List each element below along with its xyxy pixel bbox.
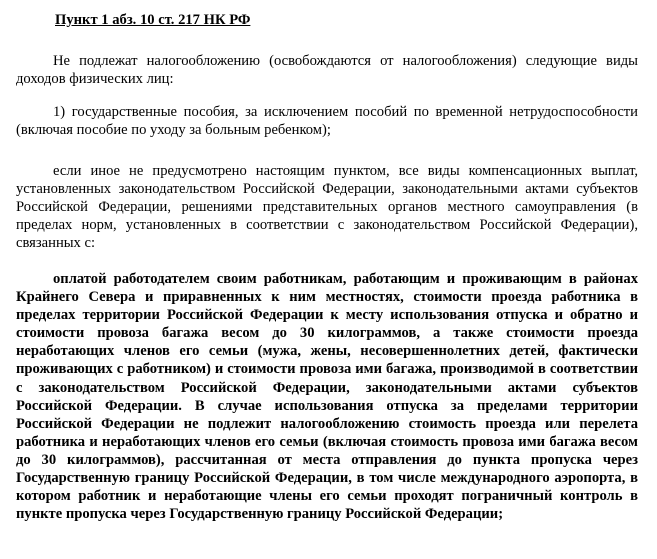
document-title: Пункт 1 абз. 10 ст. 217 НК РФ <box>55 12 251 28</box>
paragraph-item-1: 1) государственные пособия, за исключением пособий по временной нетрудоспособности (включая пособие по уходу за больным ребенком); <box>16 104 638 138</box>
paragraph-intro: Не подлежат налогообложению (освобождаются от налогообложения) следующие виды доходов физических лиц: <box>16 53 638 87</box>
paragraph-compensation: если иное не предусмотрено настоящим пунктом, все виды компенсационных выплат, установленных законодательством Российской Федерации, законодательными актами субъектов Российской Федерации, решениями представительных органов местного самоуправления (в пределах норм, установленных в соответствии с законодательством Российской Федерации), связанных с: <box>16 163 638 251</box>
paragraph-travel-payment: оплатой работодателем своим работникам, работающим и проживающим в районах Крайнего Севера и приравненных к ним местностях, стоимости проезда работника в пределах территории Российской Федерации к месту использования отпуска и обратно и стоимости провоза багажа весом до 30 килограммов, а также стоимости проезда неработающих членов его семьи (мужа, жены, несовершеннолетних детей, фактически проживающих с работником) и стоимости провоза ими багажа, производимой в соответствии с законодательством Российской Федерации, законодательными актами субъектов Российской Федерации. В случае использования отпуска за пределами территории Российской Федерации не подлежит налогообложению стоимость проезда или перелета работника и неработающих членов его семьи (включая стоимость провоза ими багажа весом до 30 килограммов), рассчитанная от места отправления до пункта пропуска через Государственную границу Российской Федерации, в том числе международного аэропорта, в котором работник и неработающие члены его семьи проходят пограничный контроль в пункте пропуска через Государственную границу Российской Федерации; <box>16 271 638 523</box>
